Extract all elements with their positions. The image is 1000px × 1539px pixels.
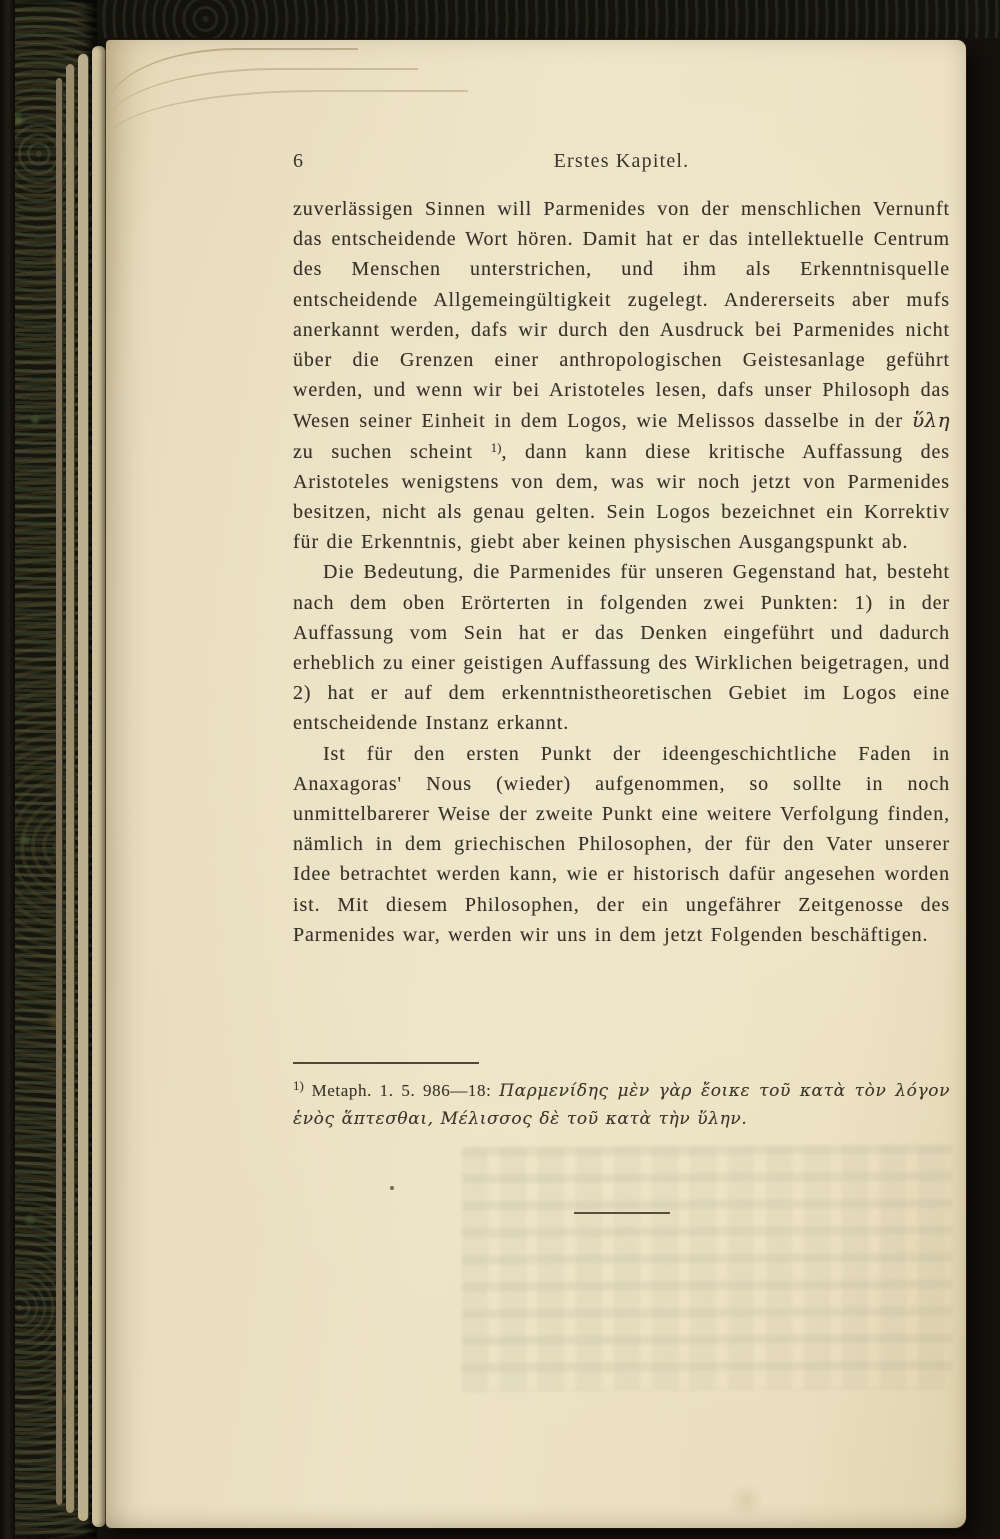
show-through-verso-text [462,1145,952,1392]
body-text-block [293,194,950,950]
footnote-citation: Metaph. 1. 5. 986—18: [303,1081,500,1100]
paragraph-1-text: zu suchen scheint [293,440,491,463]
footnote-marker: 1) [293,1078,304,1093]
page-stack-edge [56,78,63,1505]
footnote [293,1077,950,1133]
paragraph-1-text: zuverlässigen Sinnen will Parmenides von der menschlichen Vernunft das entscheidende Wort hören. Damit hat er das intellektuelle Centrum des Menschen unterstrichen, und ihm als Erkenntnisquelle entscheidende Allgemeingültigkeit zugelegt. Andererseits aber mufs anerkannt werden, dafs wir durch den Ausdruck bei Parmenides nicht über die Grenzen einer anthropologischen Geistesanlage geführt werden, und wenn wir bei Aristoteles lesen, dafs unser Philosoph das Wesen seiner Einheit in dem Logos, wie Melissos dasselbe in der [293,198,950,433]
page-stack-edge [66,64,75,1513]
footnote-block [293,1062,950,1133]
paragraph-2: Die Bedeutung, die Parmenides für unseren Gegenstand hat, besteht nach dem oben Erörterten in folgenden zwei Punkten: 1) in der Auffassung vom Sein hat er das Denken eingeführt und dadurch erheblich zu einer geistigen Auffassung des Wirklichen beigetragen, und 2) hat er auf dem erkenntnistheoretischen Gebiet im Logos eine entscheidende Instanz erkannt. [293,561,950,735]
page-stack-edge [92,46,106,1527]
footnote-greek-quote: Παρμενίδης μὲν γὰρ ἔοικε τοῦ κατὰ τὸν λόγον ἑνὸς ἅπτεσθαι, Μέλισσος δὲ τοῦ κατὰ τὴν ὕλην. [293,1081,951,1129]
paragraph-3: Ist für den ersten Punkt der ideengeschichtliche Faden in Anaxagoras' Nous (wieder) aufgenommen, so sollte in noch unmittelbarerer Weise der zweite Punkt eine weitere Verfolgung finden, nämlich in dem griechischen Philosophen, der für den Vater unserer Idee betrachtet werden kann, wie er historisch dafür angesehen worden ist. Mit diesem Philosophen, der ein ungefährer Zeitgenosse des Parmenides war, werden wir uns in dem jetzt Folgenden beschäftigen. [293,742,950,946]
paragraph-1 [293,194,950,557]
footnote-separator-rule [293,1062,479,1064]
book-page [106,40,966,1528]
book-spine-edge [0,0,15,1539]
inline-greek-term: ὕλη [911,408,950,433]
running-head-row [293,150,950,180]
paragraph-1-text: , dann kann diese kritische Auffassung des Aristoteles wenigstens von dem, was wir noch jetzt von Parmenides besitzen, nicht als genau gelten. Sein Logos bezeichnet ein Korrektiv für die Erkenntnis, giebt aber keinen physischen Ausgangspunkt ab. [293,440,950,554]
footnote-reference-mark: 1) [490,439,502,455]
page-stack-edge [78,54,89,1521]
page-number: 6 [293,150,304,172]
cover-top-edge [97,0,1000,38]
chapter-running-header: Erstes Kapitel. [553,150,690,172]
ink-speck [390,1186,394,1190]
